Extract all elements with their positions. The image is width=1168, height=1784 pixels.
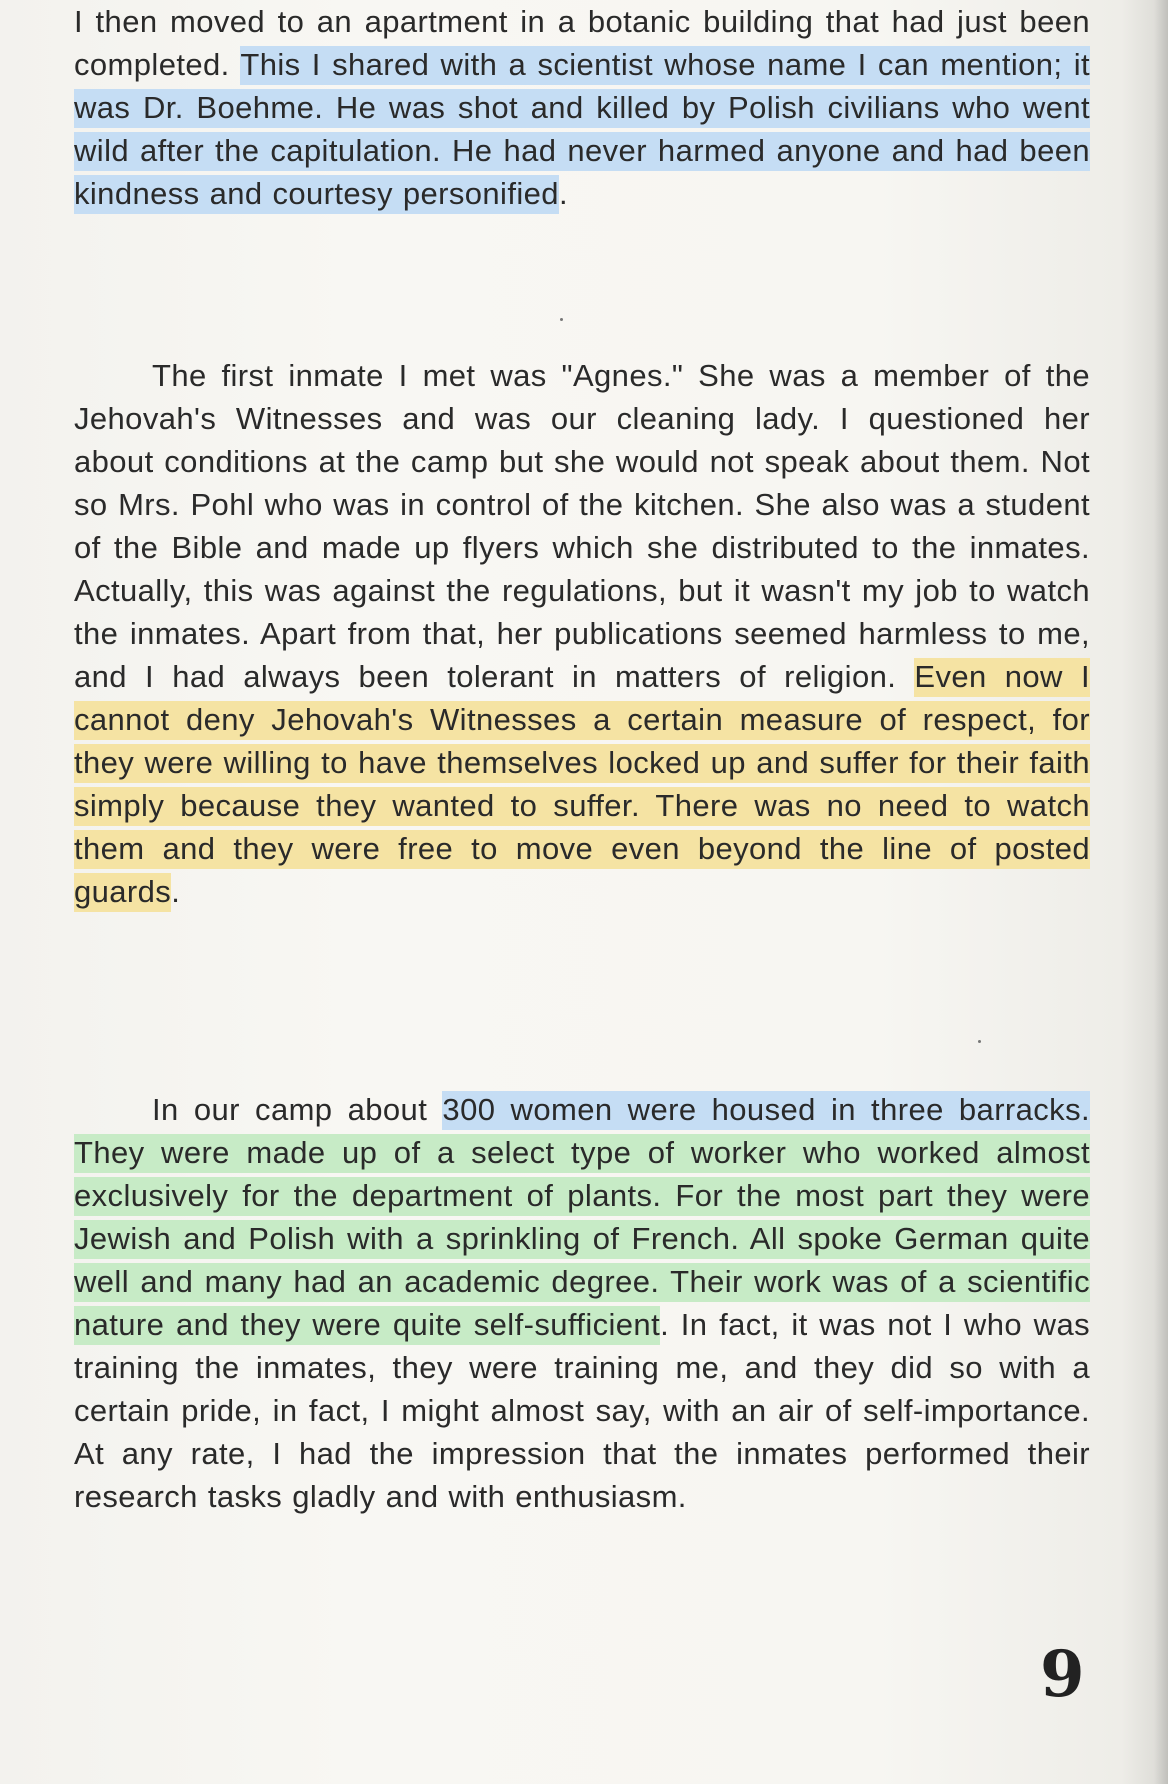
highlight-blue: This I shared with a scientist whose name I can mention; it was Dr. Boehme. He was shot and killed by Polish civilians who went wild after the capitulation. He had never harmed anyone and had been kindness and courtesy personified bbox=[74, 46, 1090, 214]
paragraph-3 bbox=[74, 1088, 1090, 1518]
highlight-blue: 300 women were housed in three barracks. bbox=[442, 1091, 1090, 1130]
print-speck bbox=[560, 318, 563, 321]
paragraph-2 bbox=[74, 354, 1090, 913]
plain-text: . In fact, it was not I who was training the inmates, they were training me, and they did so with a certain pride, in fact, I might almost say, with an air of self-importance. At any rate, I had the impression that the inmates performed their research tasks gladly and with enthusiasm. bbox=[74, 1307, 1090, 1514]
highlight-green: They were made up of a select type of worker who worked almost exclusively for the department of plants. For the most part they were Jewish and Polish with a sprinkling of French. All spoke German quite well and many had an academic degree. Their work was of a scientific nature and they were quite self-sufficient bbox=[74, 1134, 1090, 1345]
paragraph-1 bbox=[74, 0, 1090, 215]
plain-text: The first inmate I met was "Agnes." She was a member of the Jehovah's Witnesses and was our cleaning lady. I questioned her about conditions at the camp but she would not speak about them. Not so Mrs. Pohl who was in control of the kitchen. She also was a student of the Bible and made up flyers which she distributed to the inmates. Actually, this was against the regulations, but it wasn't my job to watch the inmates. Apart from that, her publications seemed harmless to me, and I had always been tolerant in matters of religion. bbox=[74, 358, 1090, 694]
plain-text: I then moved to an apartment in a botanic building that had just been completed. bbox=[74, 4, 1090, 82]
print-speck bbox=[978, 1040, 981, 1043]
plain-text: In our camp about bbox=[152, 1092, 443, 1127]
plain-text: . bbox=[171, 874, 181, 909]
plain-text: . bbox=[558, 176, 568, 211]
highlight-yellow: Even now I cannot deny Jehovah's Witnesses a certain measure of respect, for they were willing to have themselves locked up and suffer for their faith simply because they wanted to suffer. There was no need to watch them and they were free to move even beyond the line of posted guards bbox=[74, 658, 1090, 912]
page-edge-shadow bbox=[1154, 0, 1168, 1784]
page-number: 9 bbox=[1040, 1637, 1085, 1712]
